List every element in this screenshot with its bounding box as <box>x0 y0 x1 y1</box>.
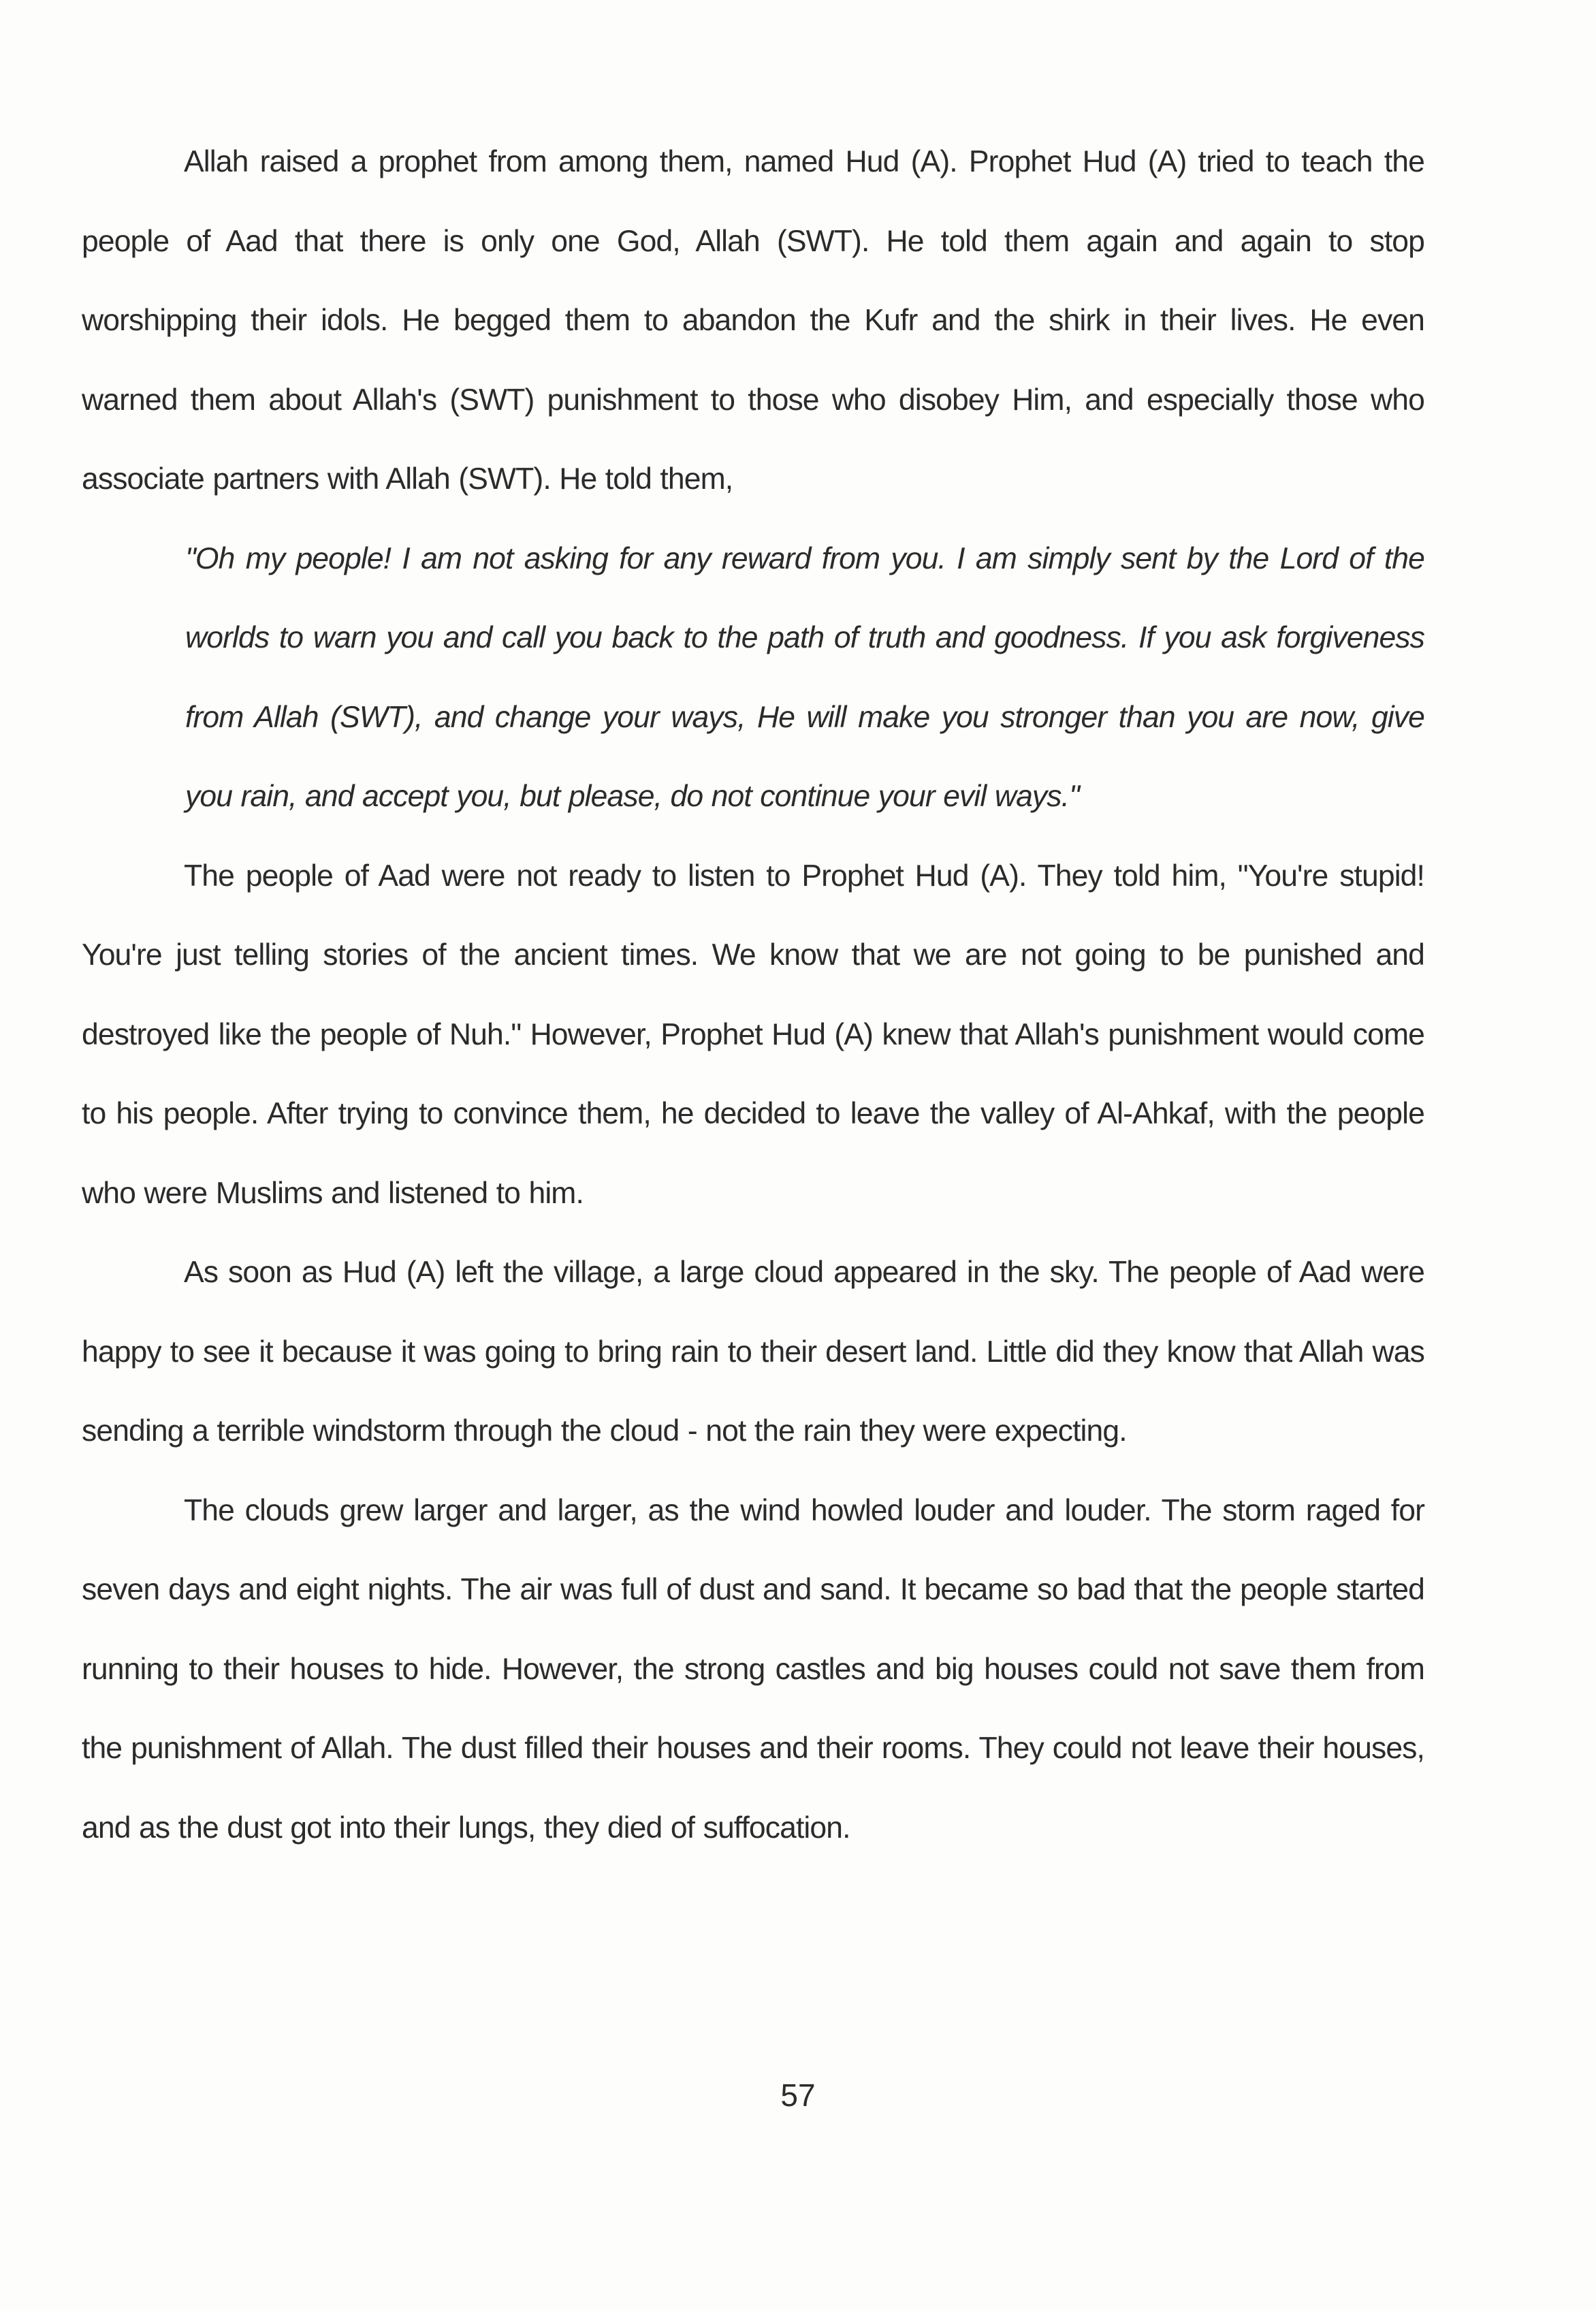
paragraph-storm: The clouds grew larger and larger, as the wind howled louder and louder. The storm raged for seven days and eight nights. The air was full of dust and sand. It became so bad that the people started running to their houses to hide. However, the strong castles and big houses could not save them from the punishment of Allah. The dust filled their houses and their rooms. They could not leave their houses, and as the dust got into their lungs, they died of suffocation. <box>82 1493 1424 1845</box>
page-number: 57 <box>780 2077 816 2113</box>
body-text <box>82 123 1424 1868</box>
paragraph-cloud-appears: As soon as Hud (A) left the village, a large cloud appeared in the sky. The people of Aad were happy to see it because it was going to bring rain to their desert land. Little did they know that Allah was sending a terrible windstorm through the cloud - not the rain they were expecting. <box>82 1256 1424 1448</box>
quote-hud-warning: "Oh my people! I am not asking for any reward from you. I am simply sent by the Lord of the worlds to warn you and call you back to the path of truth and goodness. If you ask forgiveness from Allah (SWT), and change your ways, He will make you stronger than you are now, give you rain, and accept you, but please, do not continue your evil ways." <box>185 541 1424 813</box>
paragraph-aad-rejection: The people of Aad were not ready to listen to Prophet Hud (A). They told him, "You're stupid! You're just telling stories of the ancient times. We know that we are not going to be punished and destroyed like the people of Nuh." However, Prophet Hud (A) knew that Allah's punishment would come to his people. After trying to convince them, he decided to leave the valley of Al-Ahkaf, with the people who were Muslims and listened to him. <box>82 859 1424 1210</box>
paragraph-hud-teaching: Allah raised a prophet from among them, named Hud (A). Prophet Hud (A) tried to teach the people of Aad that there is only one God, Allah (SWT). He told them again and again to stop worshipping their idols. He begged them to abandon the Kufr and the shirk in their lives. He even warned them about Allah's (SWT) punishment to those who disobey Him, and especially those who associate partners with Allah (SWT). He told them, <box>82 145 1424 496</box>
